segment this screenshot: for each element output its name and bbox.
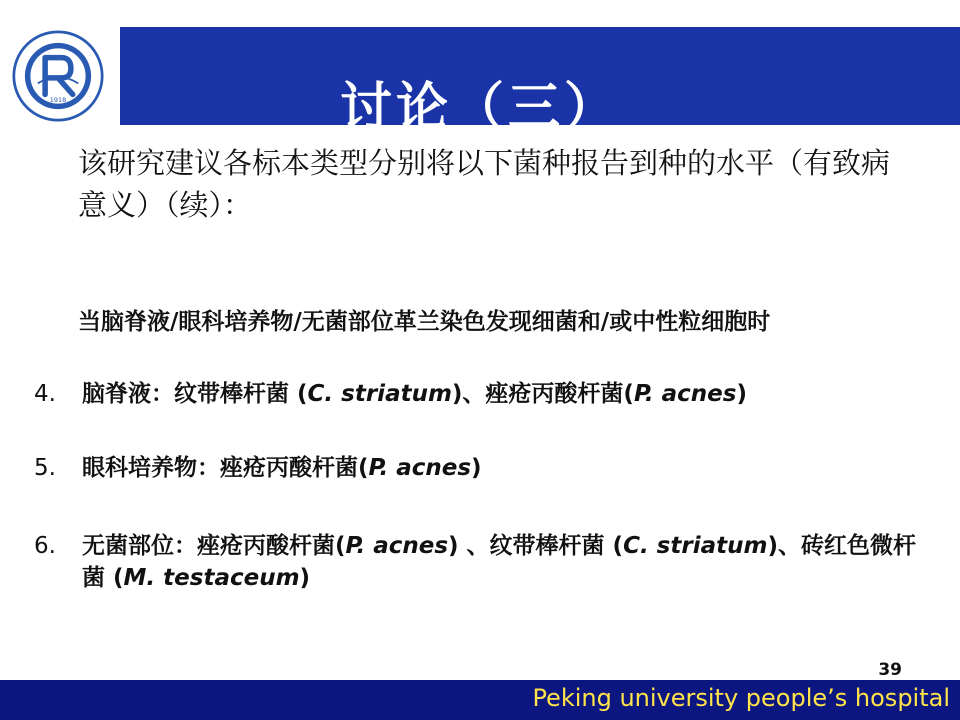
item-number: 5. (34, 455, 56, 481)
slide-title: 讨论（三） (339, 78, 620, 138)
item-number: 6. (34, 533, 56, 559)
condition-text: 当脑脊液/眼科培养物/无菌部位革兰染色发现细菌和/或中性粒细胞时 (78, 309, 771, 335)
hospital-logo-icon (12, 30, 104, 122)
logo-year: 1918 (49, 95, 67, 104)
item-body: 眼科培养物：痤疮丙酸杆菌(P. acnes) (82, 455, 482, 481)
item-number: 4. (34, 381, 56, 407)
item-body: 无菌部位：痤疮丙酸杆菌(P. acnes) 、纹带棒杆菌 (C. striatum)、砖红色微杆菌 (M. testaceum) (82, 533, 916, 591)
footer-text: Peking university people’s hospital (532, 684, 950, 712)
intro-text: 该研究建议各标本类型分别将以下菌种报告到种的水平（有致病意义）（续）： (78, 146, 891, 222)
title-bar (0, 27, 960, 138)
footer-bar (0, 680, 960, 720)
page-number: 39 (878, 660, 902, 680)
item-body: 脑脊液：纹带棒杆菌 (C. striatum)、痤疮丙酸杆菌(P. acnes) (82, 381, 747, 407)
